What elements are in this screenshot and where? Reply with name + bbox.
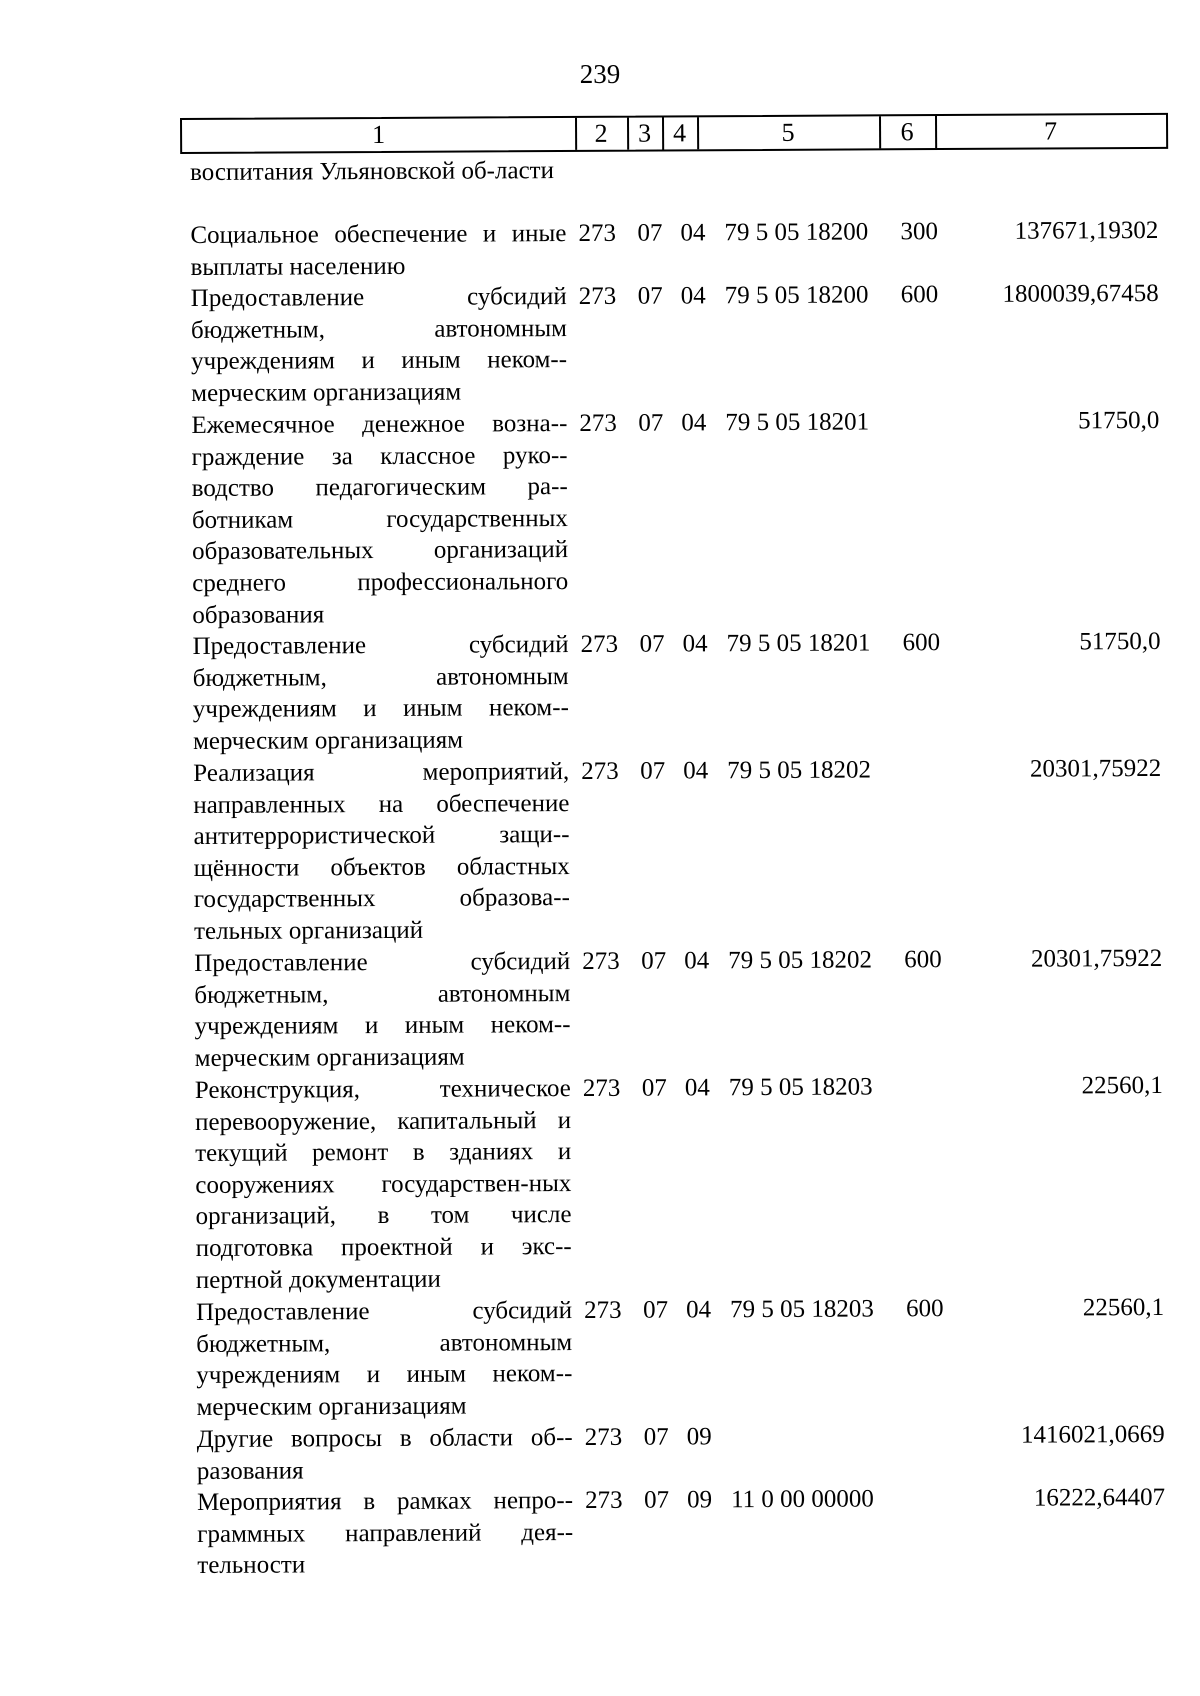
- cell-col-4: 04: [682, 630, 708, 658]
- cell-col-2: 273: [584, 1486, 623, 1514]
- cell-col-5: 79 5 05 18201: [726, 629, 871, 658]
- cell-col-5: 79 5 05 18203: [729, 1295, 874, 1324]
- row-name: Социальное обеспечение и иные выплаты населению: [190, 220, 567, 281]
- row-name: Ежемесячное денежное возна-граждение за классное руко-водство педагогическим ра-ботникам государственных образовательных организаций среднего профессионального образования: [191, 410, 569, 629]
- header-col-4: 4: [662, 117, 699, 149]
- cell-col-3: 07: [638, 409, 664, 437]
- cell-col-7: 1800039,67458: [1002, 279, 1159, 308]
- cell-col-6: 600: [902, 629, 941, 657]
- cell-col-7: 20301,75922: [1029, 754, 1162, 783]
- cell-col-3: 07: [642, 1296, 669, 1324]
- cell-col-6: 600: [904, 946, 942, 974]
- table-row: [1, 278, 1200, 407]
- row-name: Реализация мероприятий, направленных на обеспечение антитеррористической защи-щённости объектов областных государственных образова-тельных организаций: [193, 758, 570, 945]
- table-row: [3, 753, 1200, 945]
- cell-col-3: 07: [637, 219, 663, 247]
- cell-col-4: 09: [686, 1486, 713, 1514]
- table-row: [0, 215, 1200, 281]
- cell-col-2: 273: [581, 757, 619, 785]
- row-name: Предоставление субсидий бюджетным, автономным учреждениям и иным неком-мерческим организациям: [192, 631, 569, 755]
- row-name: Предоставление субсидий бюджетным, автономным учреждениям и иным неком-мерческим организациям: [194, 948, 571, 1072]
- table-row: [2, 626, 1200, 755]
- row-name: Другие вопросы в области об-разования: [196, 1424, 573, 1485]
- cell-col-3: 07: [641, 1074, 667, 1102]
- table-row: [5, 1070, 1200, 1294]
- cell-col-7: 22560,1: [1082, 1293, 1165, 1322]
- cell-col-4: 04: [685, 1296, 712, 1324]
- cell-col-5: 11 0 00 00000: [730, 1485, 874, 1514]
- cell-col-2: 273: [583, 1296, 622, 1324]
- cell-col-2: 273: [579, 409, 617, 437]
- table-header: [180, 113, 1168, 154]
- cell-col-3: 07: [637, 282, 663, 310]
- row-name: Предоставление субсидий бюджетным, автономным учреждениям и иным неком-мерческим организациям: [190, 283, 568, 407]
- row-name: Мероприятия в рамках непро-граммных направлений дея-тельности: [196, 1487, 574, 1580]
- header-col-1: 1: [182, 118, 577, 152]
- row-name: воспитания Ульяновской об-ласти: [190, 157, 555, 187]
- header-col-3: 3: [627, 117, 664, 149]
- header-col-5: 5: [697, 116, 881, 149]
- cell-col-4: 04: [684, 1074, 710, 1102]
- cell-col-7: 1416021,0669: [1020, 1420, 1165, 1449]
- cell-col-5: 79 5 05 18201: [725, 408, 870, 437]
- table-row: [4, 943, 1200, 1072]
- cell-col-4: 04: [680, 282, 706, 310]
- cell-col-6: 600: [905, 1295, 944, 1323]
- cell-col-4: 09: [686, 1423, 712, 1451]
- cell-col-4: 04: [683, 757, 709, 785]
- cell-col-6: 300: [900, 218, 938, 246]
- cell-col-3: 07: [640, 757, 666, 785]
- cell-col-2: 273: [578, 282, 617, 310]
- cell-col-5: 79 5 05 18202: [727, 756, 872, 785]
- cell-col-2: 273: [582, 1074, 621, 1102]
- cell-col-7: 22560,1: [1081, 1071, 1163, 1100]
- cell-col-4: 04: [681, 409, 707, 437]
- cell-col-2: 273: [580, 630, 619, 658]
- header-col-2: 2: [575, 118, 629, 150]
- header-col-6: 6: [879, 116, 937, 148]
- cell-col-5: 79 5 05 18202: [728, 946, 873, 975]
- row-name: Реконструкция, техническое перевооружение, капитальный и текущий ремонт в зданиях и сооружениях государствен-ных организаций, в том числе подготовка проектной и экс-пертной документации: [194, 1075, 572, 1294]
- cell-col-5: 79 5 05 18200: [724, 281, 869, 310]
- cell-col-3: 07: [641, 947, 667, 975]
- cell-col-3: 07: [643, 1423, 669, 1451]
- row-name: Предоставление субсидий бюджетным, автономным учреждениям и иным неком-мерческим организациям: [195, 1297, 573, 1421]
- cell-col-3: 07: [639, 630, 665, 658]
- cell-col-4: 04: [680, 219, 706, 247]
- page-number: 239: [579, 59, 621, 89]
- cell-col-4: 04: [684, 947, 710, 975]
- cell-col-7: 51750,0: [1078, 406, 1160, 435]
- table-row: [6, 1292, 1200, 1421]
- cell-col-2: 273: [584, 1423, 623, 1451]
- cell-col-2: 273: [582, 947, 620, 975]
- cell-col-5: 79 5 05 18200: [724, 218, 869, 247]
- table-row: [7, 1482, 1200, 1580]
- cell-col-3: 07: [643, 1486, 670, 1514]
- table-row: [7, 1419, 1200, 1485]
- cell-col-7: 20301,75922: [1030, 944, 1163, 973]
- cell-col-6: 600: [900, 281, 939, 309]
- cell-col-7: 16222,64407: [1033, 1483, 1166, 1512]
- cell-col-7: 51750,0: [1079, 627, 1161, 656]
- cell-col-7: 137671,19302: [1014, 216, 1159, 245]
- cell-col-2: 273: [578, 219, 616, 247]
- header-col-7: 7: [1044, 116, 1058, 146]
- cell-col-5: 79 5 05 18203: [728, 1073, 873, 1102]
- table-row: [1, 405, 1200, 629]
